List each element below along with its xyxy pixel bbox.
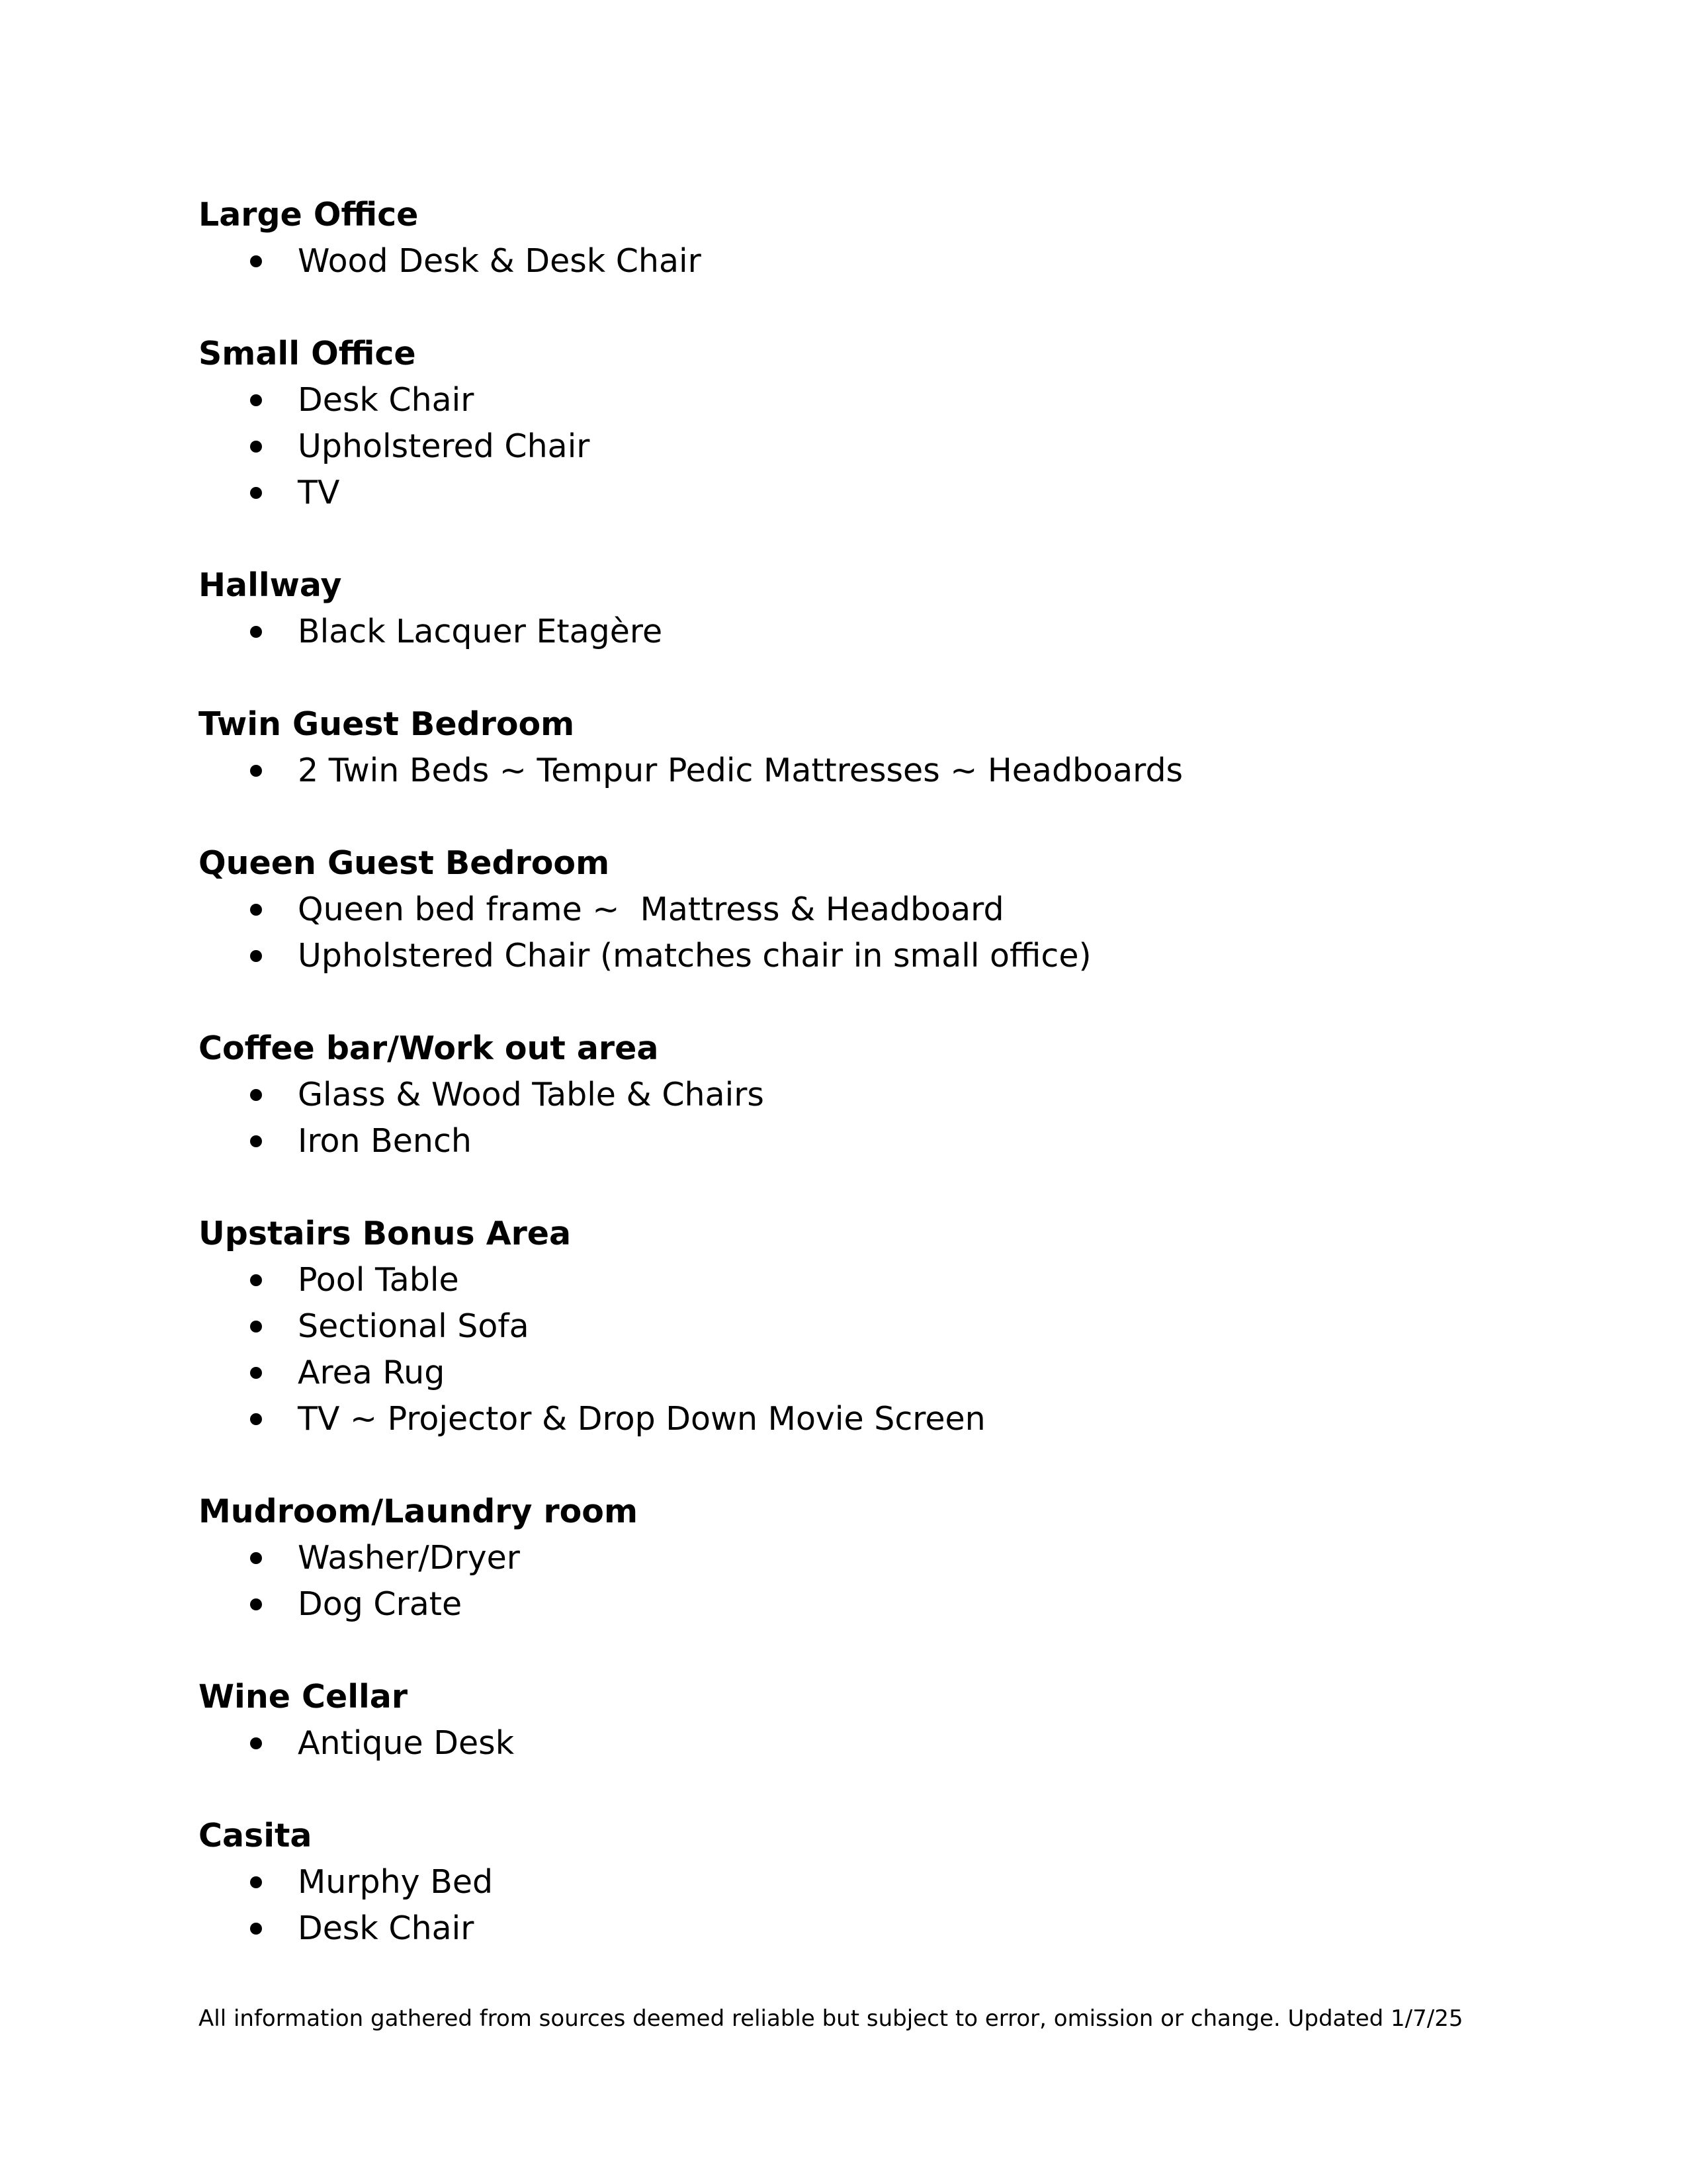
section-title: Small Office [198,335,416,372]
disclaimer-footer: All information gathered from sources deemed reliable but subject to error, omission or change. Updated 1/7/25 [198,2005,1463,2032]
bullet-icon [250,394,262,406]
list-item [198,933,1522,979]
bullet-icon [250,1552,262,1564]
item-list [198,1257,1522,1442]
bullet-icon [250,1321,262,1332]
item-text: Pool Table [298,1261,459,1299]
section-title: Queen Guest Bedroom [198,844,610,882]
section-title: Coffee bar/Work out area [198,1029,659,1067]
item-list [198,1720,1522,1767]
section-title: Wine Cellar [198,1678,408,1716]
item-text: Iron Bench [298,1122,472,1160]
bullet-icon [250,487,262,499]
section-wine-cellar [198,1674,1522,1767]
bullet-icon [250,950,262,962]
list-item [198,1720,1522,1767]
section-title: Hallway [198,566,342,604]
bullet-icon [250,1135,262,1147]
item-text: Sectional Sofa [298,1307,529,1345]
item-text: 2 Twin Beds ~ Tempur Pedic Mattresses ~ Headboards [298,752,1184,789]
section-queen-guest-bedroom [198,840,1522,979]
item-text: Desk Chair [298,381,474,419]
section-title: Large Office [198,196,419,234]
item-text: Washer/Dryer [298,1539,520,1577]
list-item [198,609,1522,655]
section-coffee-bar [198,1026,1522,1164]
bullet-icon [250,765,262,777]
item-text: Black Lacquer Etagère [298,613,663,650]
bullet-icon [250,1413,262,1425]
section-mudroom-laundry [198,1489,1522,1628]
item-text: Area Rug [298,1354,445,1391]
bullet-icon [250,255,262,267]
list-item [198,1905,1522,1952]
item-text: Queen bed frame ~ Mattress & Headboard [298,891,1004,928]
list-item [198,1396,1522,1442]
list-item [198,1350,1522,1396]
bullet-icon [250,1274,262,1286]
list-item [198,1581,1522,1628]
item-text: Upholstered Chair [298,427,590,465]
bullet-icon [250,1923,262,1935]
bullet-icon [250,1598,262,1610]
item-text: Upholstered Chair (matches chair in small office) [298,937,1092,975]
list-item [198,1535,1522,1581]
list-item [198,1072,1522,1118]
list-item [198,238,1522,284]
item-text: Murphy Bed [298,1863,494,1901]
section-title: Mudroom/Laundry room [198,1493,638,1530]
section-title: Casita [198,1817,312,1855]
section-large-office [198,192,1522,284]
list-item [198,1118,1522,1164]
item-list [198,1535,1522,1628]
bullet-icon [250,1737,262,1749]
list-item [198,377,1522,423]
item-list [198,377,1522,516]
item-list [198,1072,1522,1164]
list-item [198,887,1522,933]
item-text: Dog Crate [298,1585,462,1623]
item-text: Wood Desk & Desk Chair [298,242,701,280]
item-list [198,748,1522,794]
item-text: Glass & Wood Table & Chairs [298,1076,764,1114]
item-text: TV [298,474,340,511]
section-title: Upstairs Bonus Area [198,1215,572,1252]
bullet-icon [250,626,262,638]
item-text: TV ~ Projector & Drop Down Movie Screen [298,1400,986,1438]
section-upstairs-bonus-area [198,1211,1522,1442]
item-text: Antique Desk [298,1724,515,1762]
section-casita [198,1813,1522,1952]
list-item [198,1303,1522,1350]
list-item [198,423,1522,470]
list-item [198,1257,1522,1303]
section-title: Twin Guest Bedroom [198,705,575,743]
item-list [198,609,1522,655]
section-small-office [198,331,1522,516]
list-item [198,1859,1522,1905]
list-item [198,470,1522,516]
item-text: Desk Chair [298,1909,474,1947]
bullet-icon [250,904,262,916]
item-list [198,887,1522,979]
inventory-list [198,192,1522,1998]
item-list [198,1859,1522,1952]
item-list [198,238,1522,284]
bullet-icon [250,1089,262,1101]
list-item [198,748,1522,794]
section-twin-guest-bedroom [198,701,1522,794]
bullet-icon [250,441,262,453]
bullet-icon [250,1367,262,1379]
bullet-icon [250,1876,262,1888]
section-hallway [198,562,1522,655]
